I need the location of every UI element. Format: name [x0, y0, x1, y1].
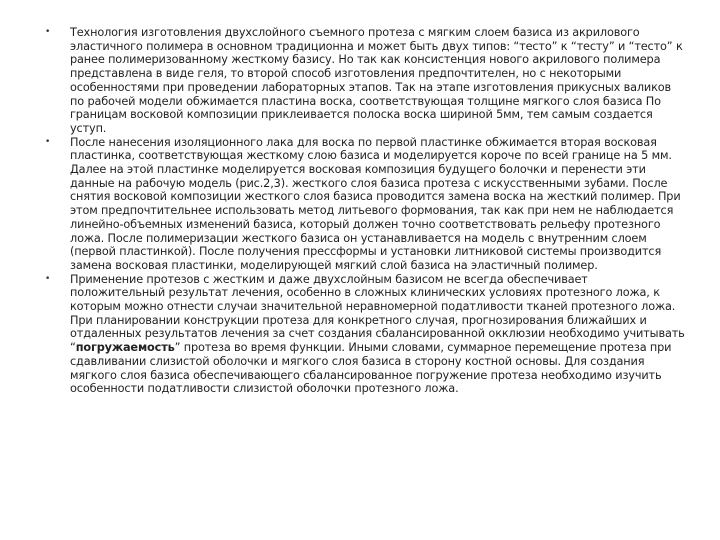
bullet-text: После нанесения изоляционного лака для воска по первой пластинке обжимается вторая восковая пластинка, соответствующая жесткому слою базиса и моделируется короче по всей границе на 5 мм. Далее на этой пластинке моделируется восковая композиция будущего болочки и перенести эти данные на рабочую модель (рис.2,3). жесткого слоя базиса протеза с искусственными зубами. После снятия восковой композиции жесткого слоя базиса проводится замена воска на жесткий полимер. При этом предпочтительнее использовать метод литьевого формования, так как при нем не наблюдается линейно-объемных изменений базиса, который должен точно соответствовать рельефу протезного ложа. После полимеризации жесткого базиса он устанавливается на модель с внутренним слоем (первой пластинкой). После получения прессформы и установки литниковой системы производится замена восковая пластинки, моделирующей мягкий слой базиса на эластичный полимер.: [70, 135, 681, 272]
bullet-marker: •: [45, 27, 51, 37]
bullet-text-before: Применение протезов с жестким и даже двухслойным базисом не всегда обеспечивает положительный результат лечения, особенно в сложных клинических условиях протезного ложа, к которым можно отнести случаи значительной неравномерной податливости тканей протезного ложа. При планировании конструкции протеза для конкретного случая, прогнозирования ближайших и отдаленных результатов лечения за счет создания сбалансированной окклюзии необходимо учитывать “: [70, 272, 685, 355]
bullet-marker: •: [45, 136, 51, 147]
bullet-item-3: [40, 273, 686, 396]
bullet-text-after: ” протеза во время функции. Иными словами, суммарное перемещение протеза при сдавливании слизистой оболочки и мягкого слоя базиса в сторону костной основы. Для создания мягкого слоя базиса обеспечивающего сбалансированное погружение протеза необходимо изучить особенности податливости слизистой оболочки протезного ложа.: [70, 341, 672, 396]
bold-term: погружаемость: [75, 341, 175, 355]
bullet-text: Технология изготовления двухслойного съемного протеза с мягким слоем базиса из акрилового эластичного полимера в основном традиционна и может быть двух типов: “тесто” к “тесту” и “тесто” к ранее полимеризованному жесткому базису. Но так как консистенция нового акрилового полимера представлена в виде геля, то второй способ изготовления предпочтителен, но с некоторыми особенностями при проведении лабораторных этапов. Так на этапе изготовления прикусных валиков по рабочей модели обжимается пластина воска, соответствующая толщине мягкого слоя базиса По границам восковой композиции приклеивается полоска воска шириной 5мм, тем самым создается уступ.: [70, 26, 683, 135]
bullet-marker: •: [45, 273, 51, 284]
bullet-item-1: [40, 26, 686, 136]
bullet-item-2: [40, 136, 686, 273]
bullet-text: [70, 273, 685, 396]
bullet-list: [40, 26, 686, 396]
